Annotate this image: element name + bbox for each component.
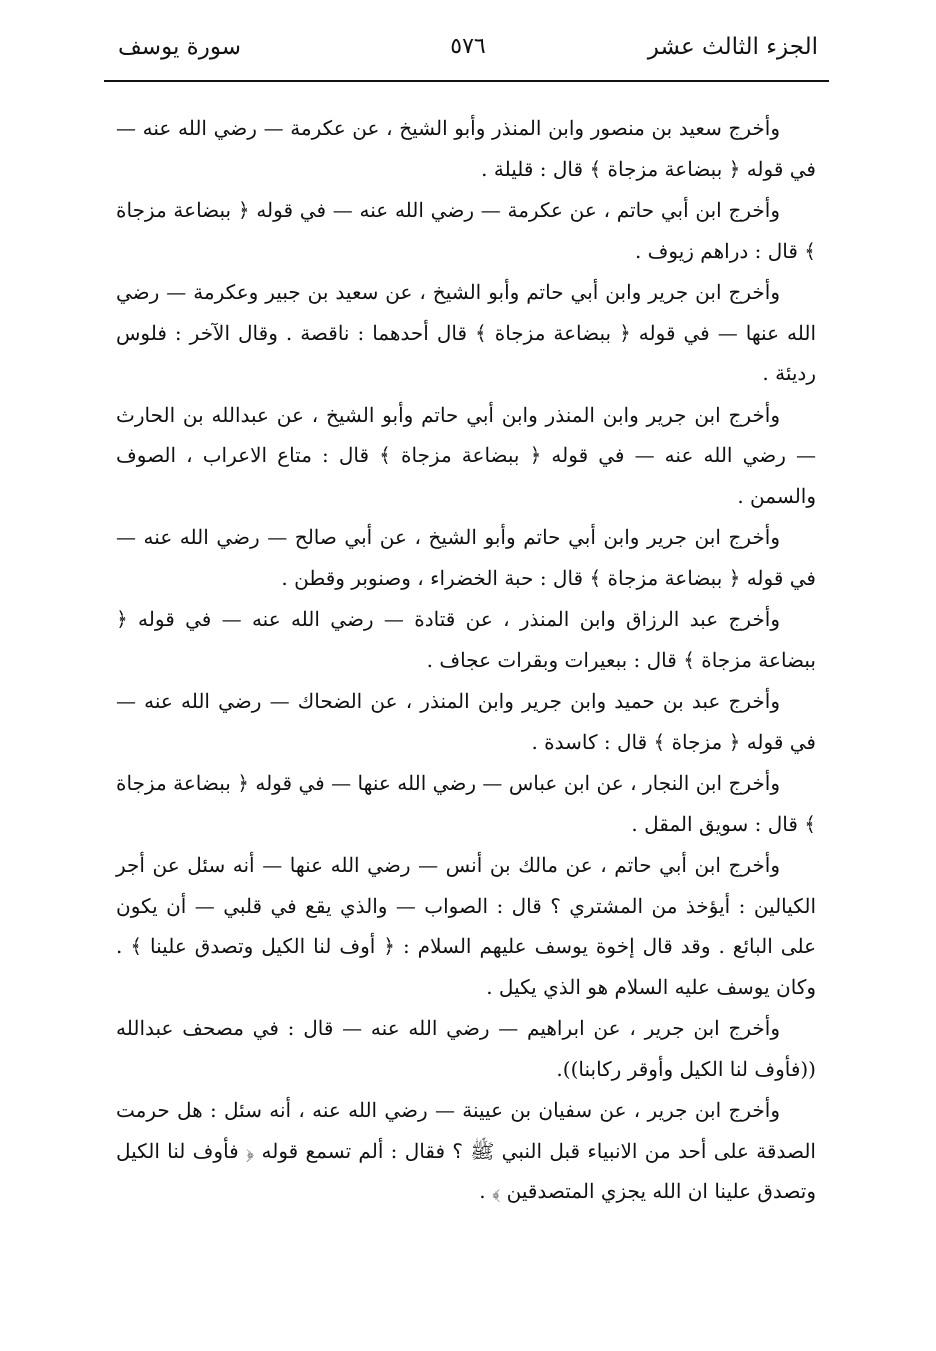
paragraph-2: وأخرج ابن أبي حاتم ، عن عكرمة — رضي الله عنه — في قوله ﴿ ببضاعة مزجاة ﴾ قال : دراهم زيوف .: [116, 198, 816, 263]
header-divider: [104, 80, 829, 82]
paragraph-6: وأخرج عبد الرزاق وابن المنذر ، عن قتادة — رضي الله عنه — في قوله ﴿ ببضاعة مزجاة ﴾ قال : ببعيرات وبقرات عجاف .: [116, 607, 816, 672]
paragraph-4: وأخرج ابن جرير وابن المنذر وابن أبي حاتم وأبو الشيخ ، عن عبدالله بن الحارث — رضي الله عنه — في قوله ﴿ ببضاعة مزجاة ﴾ قال : متاع الاعراب ، الصوف والسمن .: [116, 402, 816, 508]
paragraph-8: وأخرج ابن النجار ، عن ابن عباس — رضي الله عنها — في قوله ﴿ ببضاعة مزجاة ﴾ قال : سويق المقل .: [116, 771, 816, 836]
paragraph-5: وأخرج ابن جرير وابن أبي حاتم وأبو الشيخ ، عن أبي صالح — رضي الله عنه — في قوله ﴿ ببضاعة مزجاة ﴾ قال : حبة الخضراء ، وصنوبر وقطن .: [116, 525, 816, 590]
paragraph-10: وأخرج ابن جرير ، عن ابراهيم — رضي الله عنه — قال : في مصحف عبدالله ((فأوف لنا الكيل وأوقر ركابنا)).: [116, 1016, 816, 1081]
page-header: [118, 30, 818, 74]
paragraph-1: وأخرج سعيد بن منصور وابن المنذر وأبو الشيخ ، عن عكرمة — رضي الله عنه — في قوله ﴿ ببضاعة مزجاة ﴾ قال : قليلة .: [116, 116, 816, 181]
surah-title: سورة يوسف: [118, 34, 241, 60]
juz-title: الجزء الثالث عشر: [647, 34, 818, 60]
paragraph-7: وأخرج عبد بن حميد وابن جرير وابن المنذر ، عن الضحاك — رضي الله عنه — في قوله ﴿ مزجاة ﴾ قال : كاسدة .: [116, 689, 816, 754]
paragraph-11: وأخرج ابن جرير ، عن سفيان بن عيينة — رضي الله عنه ، أنه سئل : هل حرمت الصدقة على أحد من الانبياء قبل النبي ﷺ ؟ فقال : ألم تسمع قوله ﴿ فأوف لنا الكيل وتصدق علينا ان الله يجزي المتصدقين ﴾ .: [116, 1098, 816, 1203]
page-body: [116, 108, 816, 1212]
paragraph-9: وأخرج ابن أبي حاتم ، عن مالك بن أنس — رضي الله عنها — أنه سئل عن أجر الكيالين : أيؤخذ من المشتري ؟ قال : الصواب — والذي يقع في قلبي — أن يكون على البائع . وقد قال إخوة يوسف عليهم السلام : ﴿ أوف لنا الكيل وتصدق علينا ﴾ . وكان يوسف عليه السلام هو الذي يكيل .: [116, 853, 816, 999]
page-number: ٥٧٦: [450, 34, 486, 59]
paragraph-3: وأخرج ابن جرير وابن أبي حاتم وأبو الشيخ ، عن سعيد بن جبير وعكرمة — رضي الله عنها — في قوله ﴿ ببضاعة مزجاة ﴾ قال أحدهما : ناقصة . وقال الآخر : فلوس رديئة .: [116, 280, 816, 385]
